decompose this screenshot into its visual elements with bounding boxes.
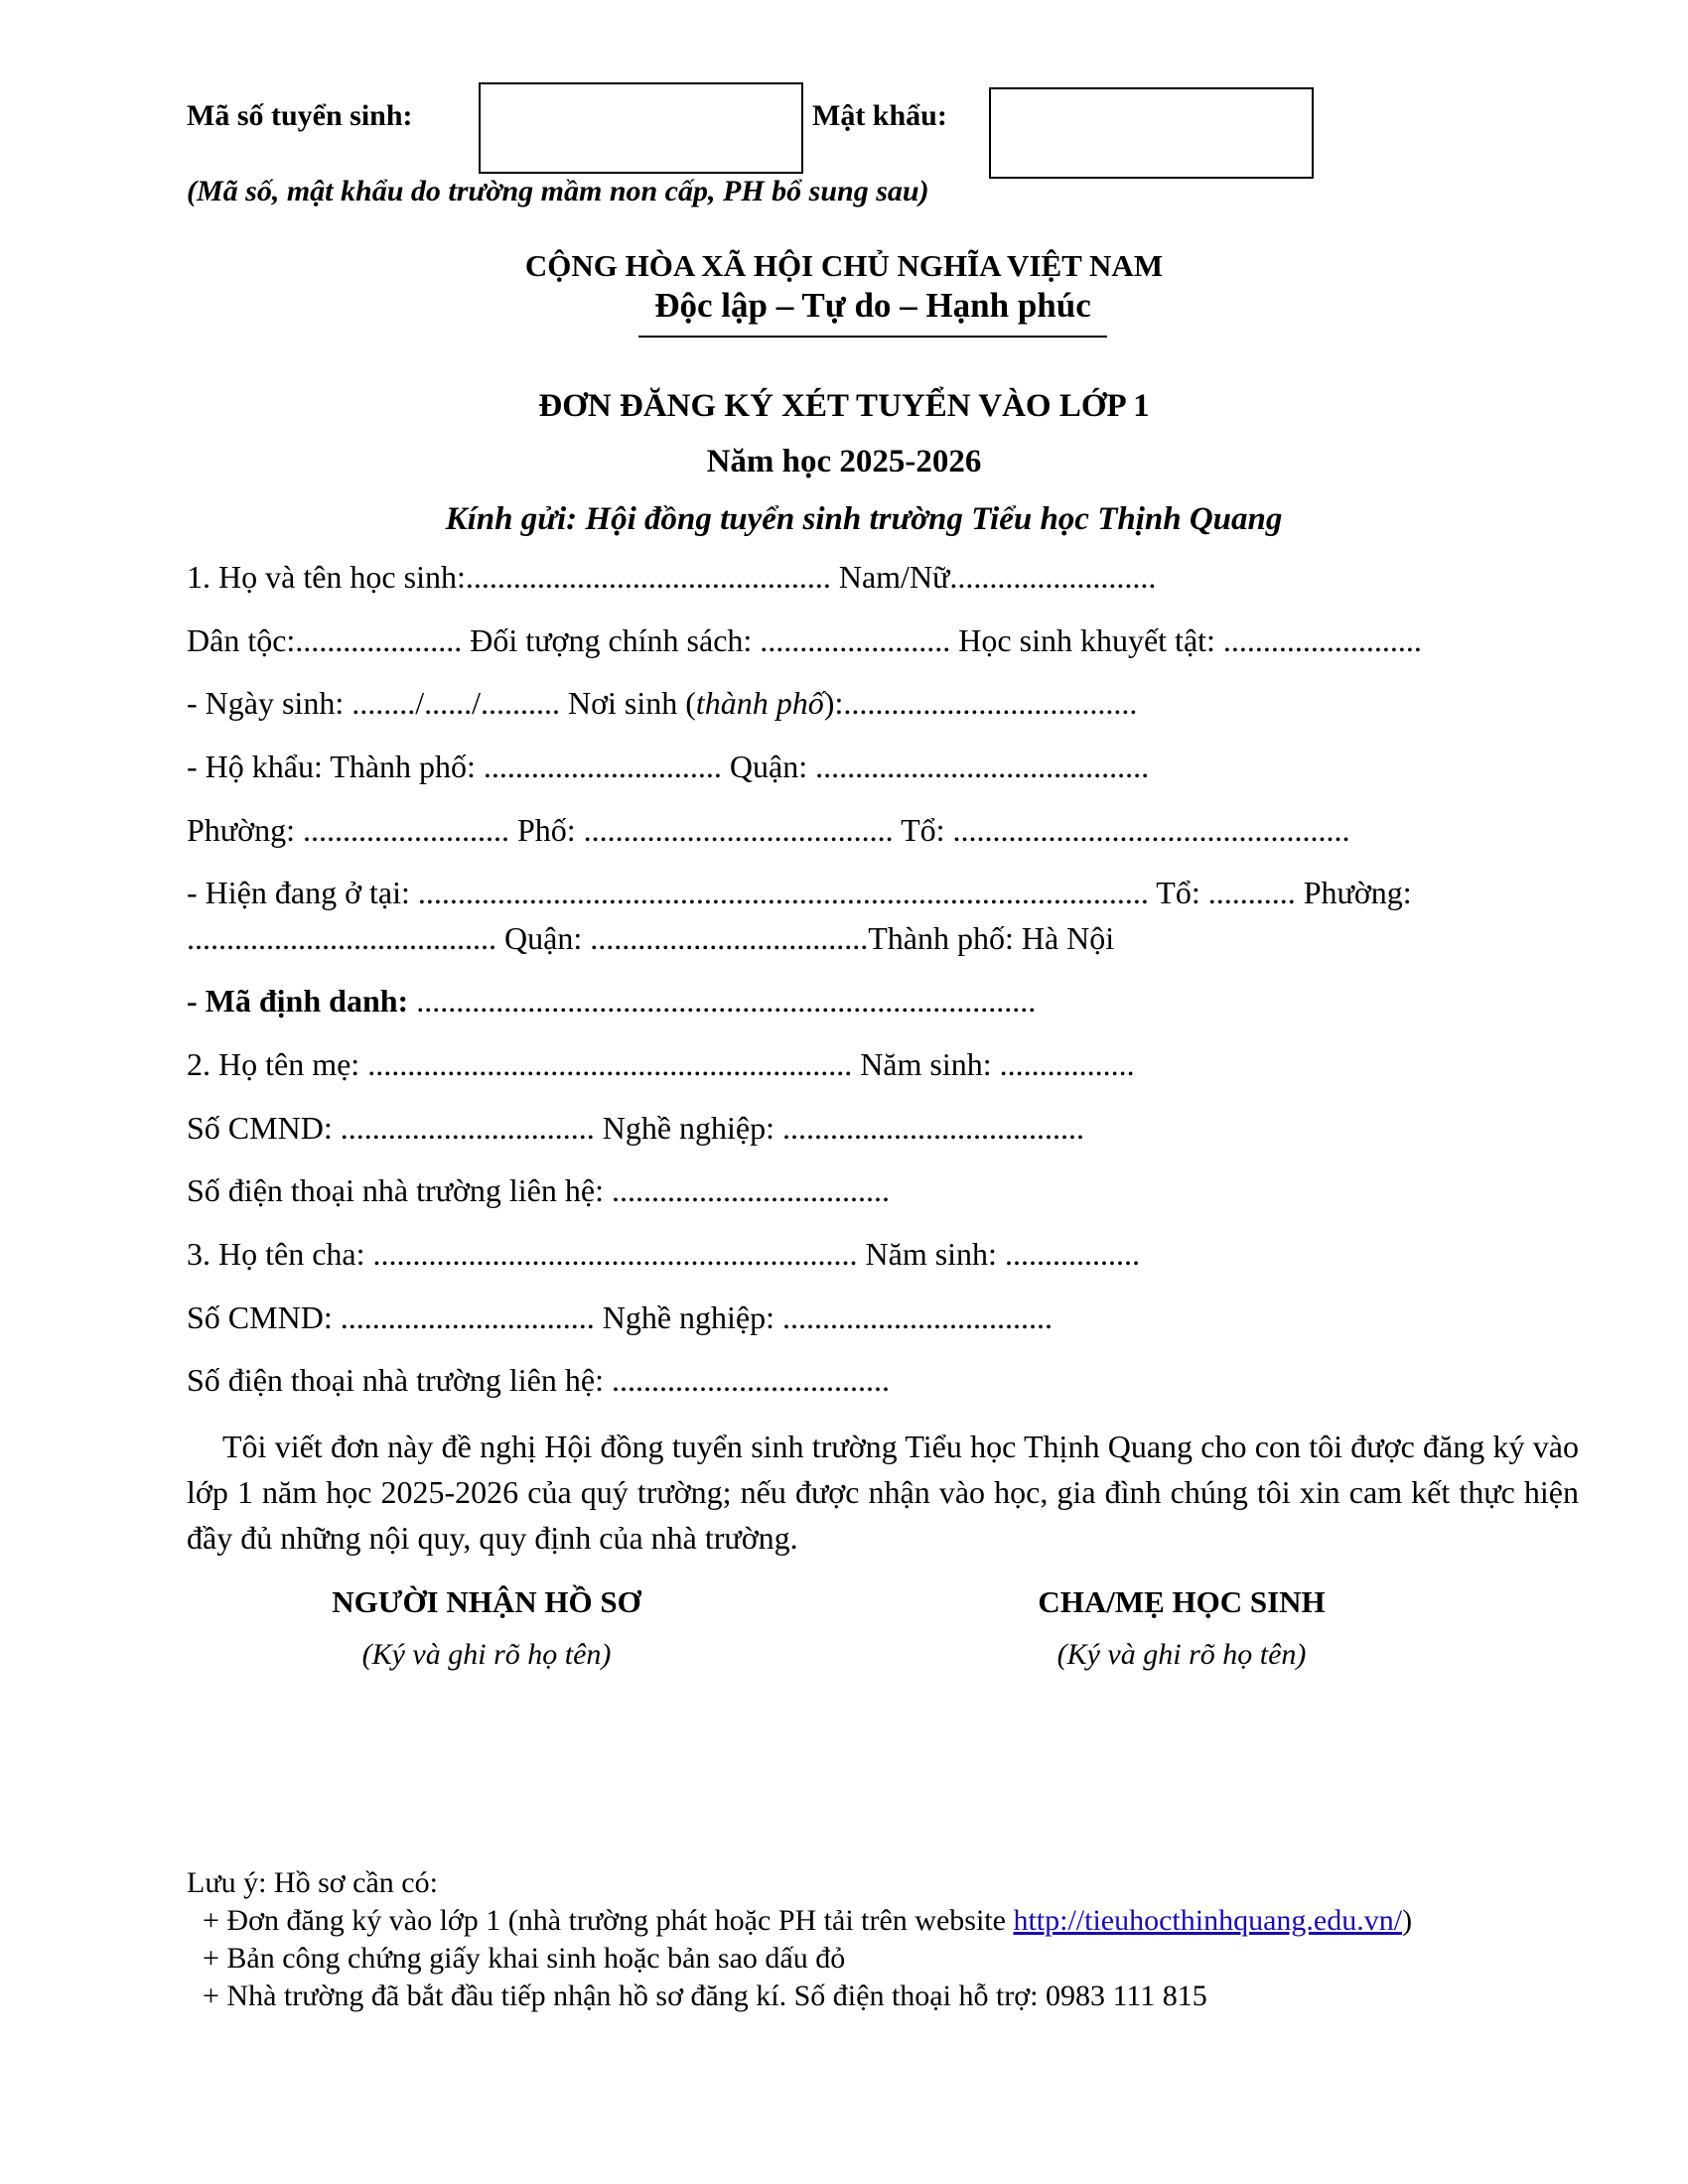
receiver-sign-note: (Ký và ghi rõ họ tên) [361, 1638, 612, 1671]
dob-field[interactable] [187, 685, 1137, 722]
code-label: Mã số tuyển sinh: [187, 99, 413, 132]
student-name-field[interactable]: 1. Họ và tên học sinh:.............................................. Nam/Nữ.......................... [187, 559, 1157, 595]
country-name: CỘNG HÒA XÃ HỘI CHỦ NGHĨA VIỆT NAM [524, 248, 1164, 283]
school-year: Năm học 2025-2026 [706, 444, 982, 479]
code-note: (Mã số, mật khẩu do trường mầm non cấp, PH bổ sung sau) [187, 175, 929, 207]
password-label: Mật khẩu: [812, 99, 947, 132]
notes-item-3: + Nhà trường đã bắt đầu tiếp nhận hồ sơ đăng kí. Số điện thoại hỗ trợ: 0983 111 815 [203, 1979, 1207, 2012]
parent-title: CHA/MẸ HỌC SINH [1038, 1584, 1326, 1619]
id-dots: .............................................................................. [408, 983, 1037, 1019]
dob-city: thành phố [695, 685, 824, 721]
notes-item-1-prefix: + Đơn đăng ký vào lớp 1 (nhà trường phát hoặc PH tải trên website [203, 1904, 1014, 1937]
notes-heading: Lưu ý: Hồ sơ cần có: [187, 1866, 438, 1899]
ethnicity-field[interactable]: Dân tộc:..................... Đối tượng chính sách: ........................ Học sinh khuyết tật: ......................... [187, 622, 1422, 658]
slogan-underline [638, 336, 1107, 338]
parent-sign-note: (Ký và ghi rõ họ tên) [1056, 1638, 1307, 1671]
mother-phone-field[interactable]: Số điện thoại nhà trường liên hệ: ................................... [187, 1172, 890, 1208]
notes-item-2: + Bản công chứng giấy khai sinh hoặc bản sao dấu đỏ [203, 1942, 846, 1975]
recipient [0, 501, 1688, 538]
notes-item-1-suffix: ) [1402, 1904, 1413, 1937]
dob-suffix: ):..................................... [823, 685, 1138, 721]
residence-field-line2[interactable]: ....................................... Quận: ...................................Thành phố: Hà Nội [187, 920, 1115, 956]
household-field[interactable]: - Hộ khẩu: Thành phố: .............................. Quận: .......................................... [187, 749, 1150, 784]
website-link[interactable]: http://tieuhocthinhquang.edu.vn/ [1013, 1904, 1403, 1937]
pledge-paragraph: Tôi viết đơn này đề nghị Hội đồng tuyển sinh trường Tiểu học Thịnh Quang cho con tôi được đăng ký vào lớp 1 năm học 2025-2026 của quý trường; nếu được nhận vào học, gia đình chúng tôi xin cam kết thực hiện đầy đủ những nội quy, quy định của nhà trường. [187, 1429, 1579, 1556]
password-input-box[interactable] [989, 87, 1314, 179]
mother-name-field[interactable]: 2. Họ tên mẹ: ............................................................. Năm sinh: ................. [187, 1046, 1135, 1082]
slogan: Độc lập – Tự do – Hạnh phúc [654, 286, 1091, 325]
father-id-field[interactable]: Số CMND: ................................ Nghề nghiệp: .................................. [187, 1299, 1053, 1335]
father-phone-field[interactable]: Số điện thoại nhà trường liên hệ: ................................... [187, 1362, 890, 1398]
id-label: - Mã định danh: [187, 983, 409, 1019]
notes-item-1 [203, 1904, 1412, 1938]
receiver-title: NGƯỜI NHẬN HỒ SƠ [332, 1584, 641, 1619]
code-input-box[interactable] [479, 82, 803, 174]
dob-prefix: - Ngày sinh: ......../....../.......... Nơi sinh ( [187, 685, 696, 721]
father-name-field[interactable]: 3. Họ tên cha: ............................................................. Năm sinh: ................. [187, 1236, 1140, 1272]
residence-field-line1[interactable]: - Hiện đang ở tại: ............................................................................................ Tổ: ........... Phường: [187, 875, 1412, 910]
form-title: ĐƠN ĐĂNG KÝ XÉT TUYỂN VÀO LỚP 1 [538, 388, 1150, 424]
id-field[interactable] [187, 983, 1036, 1020]
recipient-text: Kính gửi: Hội đồng tuyển sinh trường Tiểu học Thịnh Quang [445, 501, 1283, 537]
ward-field[interactable]: Phường: .......................... Phố: ....................................... Tổ: .................................................. [187, 812, 1350, 848]
mother-id-field[interactable]: Số CMND: ................................ Nghề nghiệp: ...................................... [187, 1110, 1084, 1146]
